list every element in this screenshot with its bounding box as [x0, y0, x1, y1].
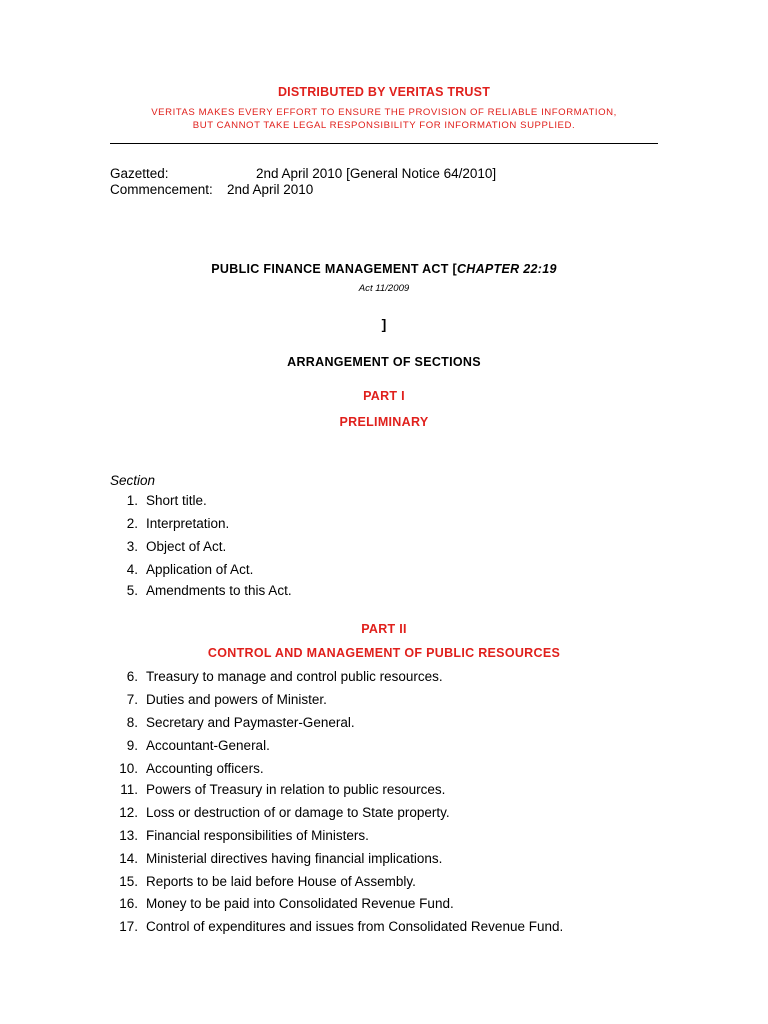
section-number: 9.	[126, 738, 138, 753]
section-number: 4.	[126, 562, 138, 577]
section-title: Powers of Treasury in relation to public resources.	[146, 782, 446, 797]
act-number: Act 11/2009	[358, 283, 410, 294]
section-title: Short title.	[146, 493, 207, 508]
section-title: Control of expenditures and issues from Consolidated Revenue Fund.	[146, 919, 564, 934]
section-number: 3.	[126, 539, 138, 554]
section-number: 6.	[126, 669, 138, 684]
header-divider	[110, 143, 658, 144]
section-title: Ministerial directives having financial implications.	[146, 851, 443, 866]
part-1-label: PART I	[363, 389, 405, 403]
gazetted-label: Gazetted:	[110, 166, 169, 181]
part-2-label: PART II	[361, 622, 407, 636]
gazetted-value: 2nd April 2010 [General Notice 64/2010]	[256, 166, 497, 181]
section-title: Money to be paid into Consolidated Revenue Fund.	[146, 896, 454, 911]
part-1-title: PRELIMINARY	[339, 415, 429, 429]
section-title: Financial responsibilities of Ministers.	[146, 828, 369, 843]
distributor-title: DISTRIBUTED BY VERITAS TRUST	[277, 85, 491, 99]
section-number: 10.	[119, 761, 138, 776]
section-title: Secretary and Paymaster-General.	[146, 715, 355, 730]
part-2-title: CONTROL AND MANAGEMENT OF PUBLIC RESOURCES	[207, 646, 561, 660]
disclaimer-line-1: VERITAS MAKES EVERY EFFORT TO ENSURE THE PROVISION OF RELIABLE INFORMATION,	[151, 107, 617, 118]
disclaimer-line-2: BUT CANNOT TAKE LEGAL RESPONSIBILITY FOR INFORMATION SUPPLIED.	[192, 120, 576, 131]
act-title-prefix: PUBLIC FINANCE MANAGEMENT ACT [	[211, 262, 457, 276]
section-column-label: Section	[110, 473, 156, 488]
section-title: Loss or destruction of or damage to State property.	[146, 805, 450, 820]
section-number: 14.	[119, 851, 138, 866]
section-number: 16.	[119, 896, 138, 911]
section-number: 5.	[126, 583, 138, 598]
section-number: 7.	[126, 692, 138, 707]
section-number: 15.	[119, 874, 138, 889]
section-title: Accounting officers.	[146, 761, 264, 776]
section-number: 17.	[119, 919, 138, 934]
section-number: 13.	[119, 828, 138, 843]
section-title: Reports to be laid before House of Assembly.	[146, 874, 416, 889]
commencement-value: 2nd April 2010	[227, 182, 314, 197]
closing-bracket: ]	[381, 316, 387, 332]
act-title	[0, 262, 768, 276]
section-number: 12.	[119, 805, 138, 820]
section-title: Amendments to this Act.	[146, 583, 292, 598]
section-number: 2.	[126, 516, 138, 531]
section-number: 11.	[120, 782, 138, 797]
section-title: Treasury to manage and control public resources.	[146, 669, 443, 684]
section-title: Interpretation.	[146, 516, 230, 531]
section-title: Object of Act.	[146, 539, 227, 554]
section-title: Accountant-General.	[146, 738, 270, 753]
section-title: Application of Act.	[146, 562, 254, 577]
arrangement-heading: ARRANGEMENT OF SECTIONS	[287, 355, 481, 369]
section-number: 1.	[126, 493, 138, 508]
section-number: 8.	[126, 715, 138, 730]
commencement-label: Commencement:	[110, 182, 213, 197]
section-title: Duties and powers of Minister.	[146, 692, 327, 707]
act-chapter: CHAPTER 22:19	[456, 262, 557, 276]
